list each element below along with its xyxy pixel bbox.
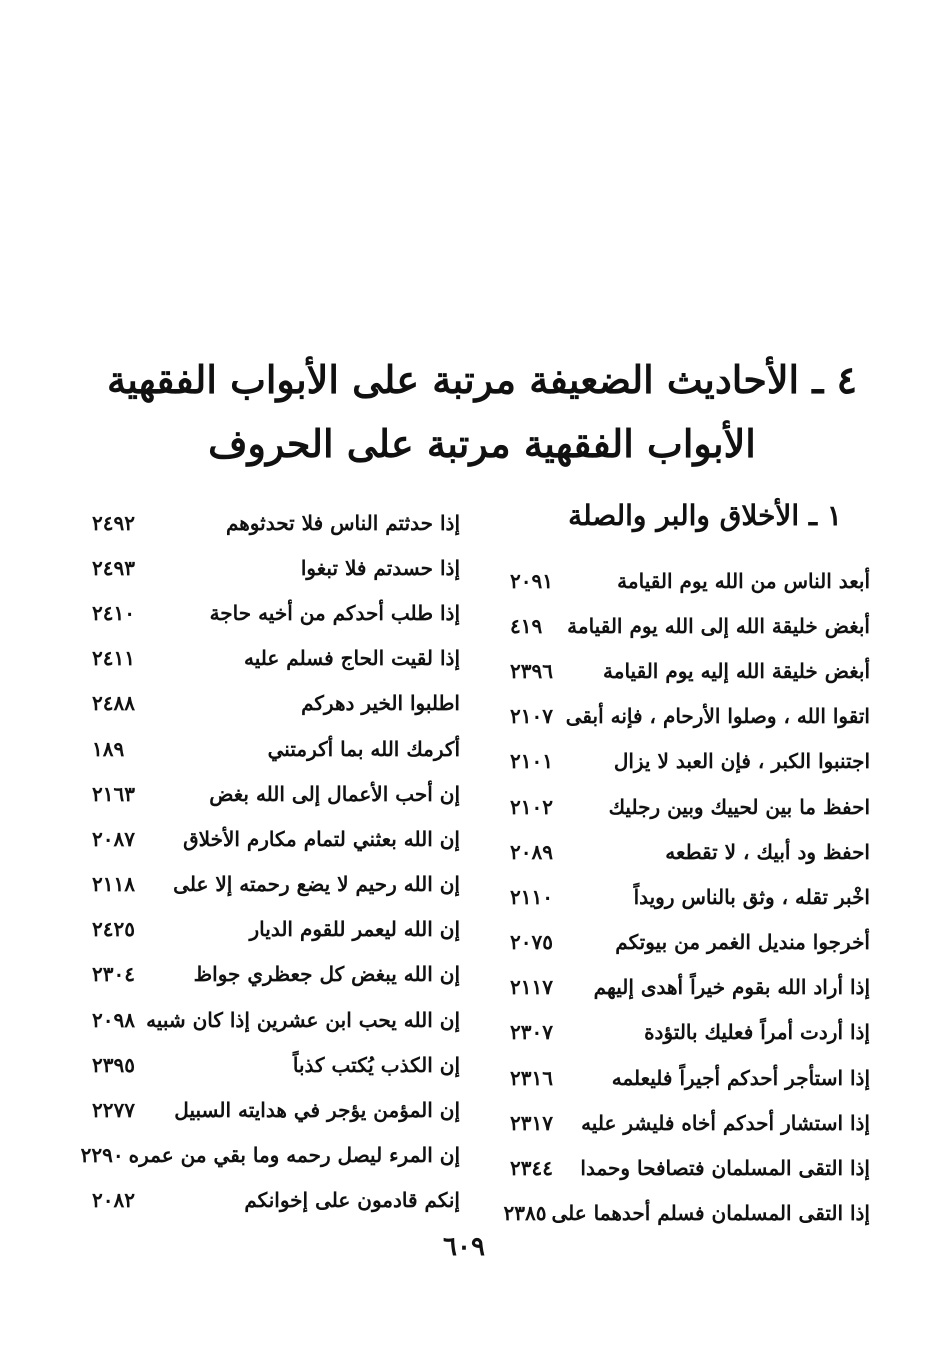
index-entry — [510, 1010, 870, 1055]
hadith-text: إن الله ليعمر للقوم الديار — [249, 917, 460, 942]
hadith-number: ٢٤١١ — [92, 646, 135, 671]
hadith-number: ٤١٩ — [510, 613, 543, 638]
hadith-number: ٢١٠٢ — [510, 794, 553, 819]
hadith-text: إنكم قادمون على إخوانكم — [244, 1188, 460, 1213]
index-entry — [510, 558, 870, 603]
hadith-text: أبعد الناس من الله يوم القيامة — [617, 568, 870, 593]
hadith-text: اطلبوا الخير دهركم — [301, 691, 460, 716]
hadith-text: إذا أراد الله بقوم خيراً أهدى إليهم — [593, 975, 870, 1000]
index-entry — [510, 694, 870, 739]
index-entry — [92, 997, 460, 1042]
hadith-number: ٢٤٩٣ — [92, 555, 135, 580]
hadith-number: ٢٣٩٦ — [510, 658, 553, 683]
hadith-text: إن الله يحب ابن عشرين إذا كان شبيه — [146, 1007, 460, 1032]
index-entry — [92, 771, 460, 816]
index-entry — [92, 862, 460, 907]
hadith-number: ٢٣١٧ — [510, 1110, 553, 1135]
index-entry — [510, 920, 870, 965]
hadith-number: ٢١١٨ — [92, 872, 135, 897]
hadith-number: ٢٠٧٥ — [510, 930, 553, 955]
hadith-number: ٢٣١٦ — [510, 1065, 553, 1090]
hadith-number: ٢٤١٠ — [92, 600, 135, 625]
index-entry — [510, 1100, 870, 1145]
index-entry — [80, 1133, 460, 1178]
index-entry — [92, 816, 460, 861]
index-entry — [92, 636, 460, 681]
hadith-text: إذا حدثتم الناس فلا تحدثوهم — [225, 510, 460, 535]
hadith-number: ٢٠٨٩ — [510, 839, 553, 864]
hadith-text: أخرجوا منديل الغمر من بيوتكم — [615, 930, 870, 955]
index-entry — [510, 739, 870, 784]
hadith-text: اخْبر تقله ، وثق بالناس رويداً — [633, 884, 870, 909]
hadith-number: ٢٤٩٢ — [92, 510, 135, 535]
hadith-number: ٢١١٠ — [510, 884, 553, 909]
index-entry — [92, 681, 460, 726]
hadith-text: إذا التقى المسلمان فسلم أحدهما على — [551, 1201, 870, 1226]
hadith-text: احفظ ما بين لحييك وبين رجليك — [608, 794, 870, 819]
index-entry — [92, 1042, 460, 1087]
index-entry — [92, 1178, 460, 1223]
hadith-text: إذا طلب أحدكم من أخيه حاجة — [209, 600, 460, 625]
hadith-number: ٢١٦٣ — [92, 781, 135, 806]
hadith-text: إذا استشار أحدكم أخاه فليشر عليه — [581, 1110, 870, 1135]
hadith-number: ٢٠٩١ — [510, 568, 553, 593]
hadith-number: ٢٣٤٤ — [510, 1156, 553, 1181]
index-entry — [510, 829, 870, 874]
hadith-text: احفظ ود أبيك ، لا تقطعه — [665, 839, 870, 864]
index-entry — [503, 1191, 870, 1236]
hadith-number: ١٨٩ — [92, 736, 125, 761]
index-entry — [92, 500, 460, 545]
hadith-text: إن الله رحيم لا يضع رحمته إلا على — [173, 872, 460, 897]
hadith-number: ٢٠٩٨ — [92, 1007, 135, 1032]
hadith-text: إن المرء ليصل رحمه وما بقي من عمره — [128, 1143, 460, 1168]
index-entry — [92, 726, 460, 771]
index-entry — [92, 952, 460, 997]
hadith-text: أكرمك الله بما أكرمتني — [267, 736, 460, 761]
hadith-text: إذا أردت أمراً فعليك بالتؤدة — [644, 1020, 870, 1045]
index-entry — [92, 1087, 460, 1132]
hadith-number: ٢٣٩٥ — [92, 1052, 135, 1077]
hadith-number: ٢٣٨٥ — [503, 1201, 547, 1226]
index-entry — [510, 965, 870, 1010]
hadith-text: إذا التقى المسلمان فتصافحا وحمدا — [580, 1156, 870, 1181]
index-entry — [510, 784, 870, 829]
hadith-number: ٢١٠٧ — [510, 704, 553, 729]
index-entry — [510, 1055, 870, 1100]
hadith-number: ٢٤٢٥ — [92, 917, 135, 942]
hadith-number: ٢١١٧ — [510, 975, 553, 1000]
chapter-title: ٤ ـ الأحاديث الضعيفة مرتبة على الأبواب الفقهية — [106, 357, 858, 402]
hadith-text: إن المؤمن يؤجر في هدايته السبيل — [174, 1098, 460, 1123]
hadith-text: اتقوا الله ، وصلوا الأرحام ، فإنه أبقى — [565, 704, 870, 729]
index-entry — [510, 1145, 870, 1190]
index-entry — [92, 545, 460, 590]
index-entry — [510, 603, 870, 648]
hadith-number: ٢٠٨٢ — [92, 1188, 135, 1213]
hadith-text: إذا استأجر أحدكم أجيراً فليعلمه — [611, 1065, 870, 1090]
hadith-number: ٢٢٧٧ — [92, 1098, 135, 1123]
hadith-number: ٢٣٠٤ — [92, 962, 135, 987]
index-entry — [92, 907, 460, 952]
page-number: ٦٠٩ — [443, 1232, 485, 1262]
section-heading: ١ ـ الأخلاق والبر والصلة — [568, 499, 842, 532]
hadith-number: ٢٣٠٧ — [510, 1020, 553, 1045]
hadith-text: إذا لقيت الحاج فسلم عليه — [244, 646, 460, 671]
hadith-text: أبغض خليقة الله إلى الله يوم القيامة — [567, 613, 870, 638]
hadith-text: أبغض خليقة الله إليه يوم القيامة — [603, 658, 870, 683]
hadith-number: ٢٤٨٨ — [92, 691, 135, 716]
hadith-text: إن الله بعثني لتمام مكارم الأخلاق — [183, 826, 460, 851]
hadith-text: إن أحب الأعمال إلى الله بغض — [209, 781, 460, 806]
hadith-text: إن الله يبغض كل جعظري جواظ — [193, 962, 460, 987]
hadith-number: ٢١٠١ — [510, 749, 553, 774]
hadith-number: ٢٢٩٠ — [80, 1143, 124, 1168]
hadith-text: إذا حسدتم فلا تبغوا — [300, 555, 460, 580]
hadith-text: إن الكذب يُكتب كذباً — [292, 1052, 460, 1077]
hadith-number: ٢٠٨٧ — [92, 826, 135, 851]
index-entry — [92, 590, 460, 635]
left-index-column — [80, 500, 460, 1223]
index-entry — [510, 874, 870, 919]
chapter-subtitle: الأبواب الفقهية مرتبة على الحروف — [208, 421, 756, 466]
right-index-column — [503, 558, 870, 1236]
index-entry — [510, 648, 870, 693]
hadith-text: اجتنبوا الكبر ، فإن العبد لا يزال — [613, 749, 870, 774]
